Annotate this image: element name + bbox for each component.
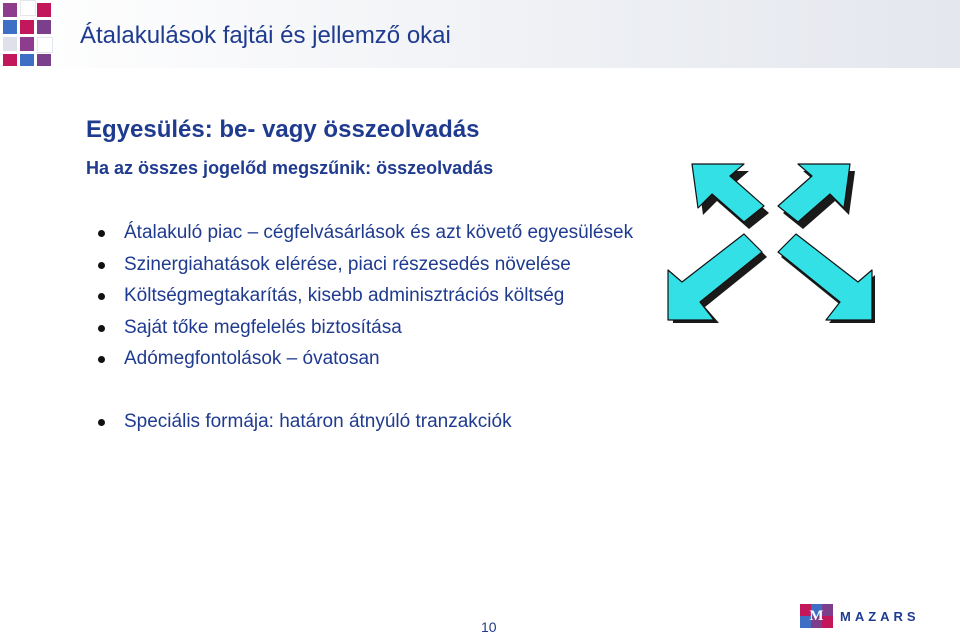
special-bullet-list [98, 408, 512, 436]
list-item [98, 219, 633, 251]
list-item [98, 408, 512, 436]
bullet-dot [98, 262, 105, 269]
converging-arrows-icon [666, 160, 878, 330]
page-title: Átalakulások fajtái és jellemző okai [80, 22, 451, 49]
arrow-bottom-right [778, 234, 872, 320]
corner-mosaic-logo [0, 0, 60, 68]
bullet-list [98, 219, 633, 377]
page-number: 10 [481, 619, 497, 635]
special-bullet-text: Speciális formája: határon átnyúló tranzakciók [124, 411, 512, 432]
section-subheading: Ha az összes jogelőd megszűnik: összeolvadás [86, 158, 494, 178]
list-item [98, 345, 633, 377]
list-item-text: Költségmegtakarítás, kisebb adminisztrációs költség [124, 285, 565, 306]
section-heading: Egyesülés: be- vagy összeolvadás [86, 116, 480, 143]
list-item-text: Adómegfontolások – óvatosan [124, 348, 380, 369]
list-item [98, 314, 633, 346]
list-item [98, 282, 633, 314]
logo-letter: M [809, 608, 824, 624]
mazars-logo [800, 604, 925, 628]
logo-text: MAZARS [840, 609, 920, 624]
list-item [98, 251, 633, 283]
logo-mark [800, 604, 833, 628]
bullet-dot [98, 356, 105, 363]
bullet-dot [98, 230, 105, 237]
bullet-dot [98, 419, 105, 426]
list-item-text: Átalakuló piac – cégfelvásárlások és azt követő egyesülések [124, 222, 634, 243]
list-item-text: Szinergiahatások elérése, piaci részesedés növelése [124, 253, 571, 275]
arrow-bottom-left [668, 234, 762, 320]
bullet-dot [98, 293, 105, 300]
bullet-dot [98, 325, 105, 332]
list-item-text: Saját tőke megfelelés biztosítása [124, 316, 402, 338]
